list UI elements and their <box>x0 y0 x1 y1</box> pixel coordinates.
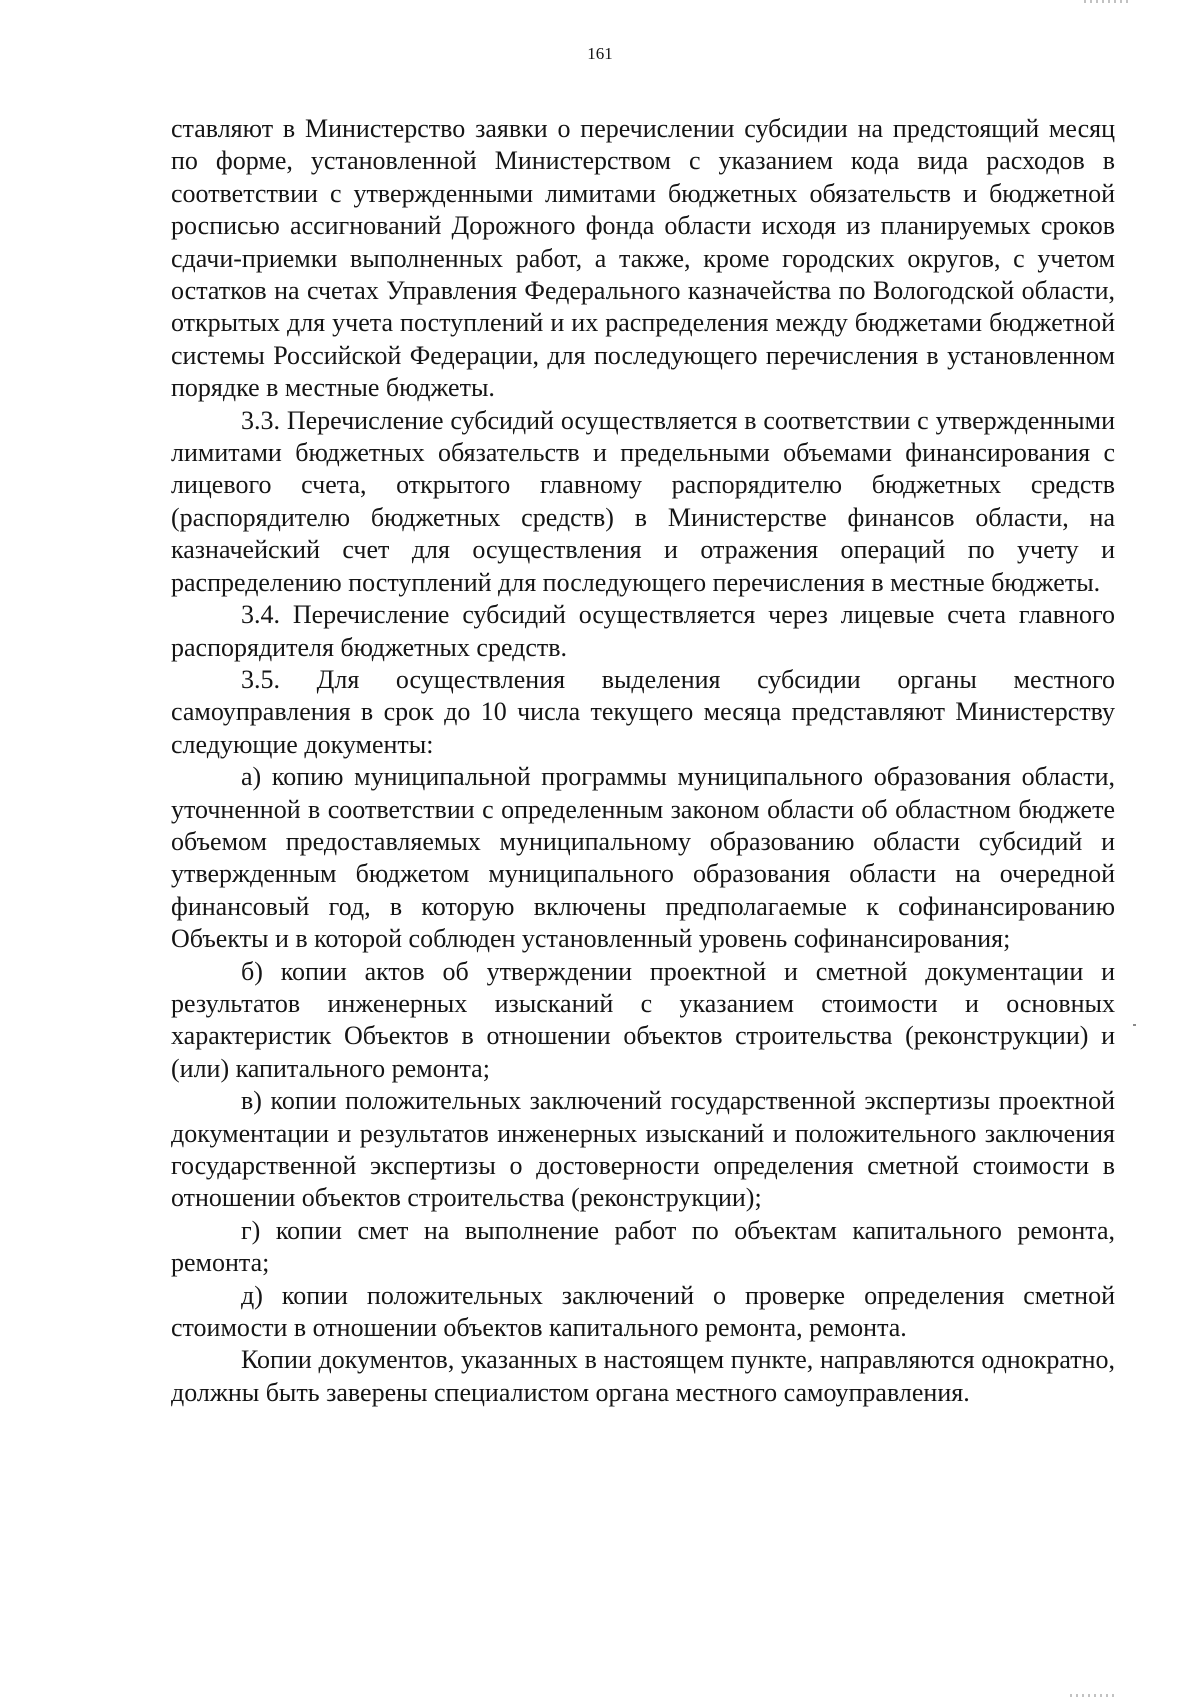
paragraph-continuation: ставляют в Министерство заявки о перечислении субсидии на предстоящий месяц по форме, установленной Министерством с указанием кода вида расходов в соответствии с утвержденными лимитами бюджетных обязательств и бюджетной росписью ассигнований Дорожного фонда области исходя из планируемых сроков сдачи-приемки выполненных работ, а также, кроме городских округов, с учетом остатков на счетах Управления Федерального казначейства по Вологодской области, открытых для учета поступлений и их распределения между бюджетами бюджетной системы Российской Федерации, для последующего перечисления в установленном порядке в местные бюджеты. <box>171 114 1115 403</box>
paragraph-3-4: 3.4. Перечисление субсидий осуществляется через лицевые счета главного распорядителя бюджетных средств. <box>171 600 1115 662</box>
paragraph-copies-note: Копии документов, указанных в настоящем пункте, направляются однократно, должны быть заверены специалистом органа местного самоуправления. <box>171 1345 1115 1407</box>
list-item-g: г) копии смет на выполнение работ по объектам капитального ремонта, ремонта; <box>171 1215 1115 1278</box>
list-item-v: в) копии положительных заключений государственной экспертизы проектной документации и результатов инженерных изысканий и положительного заключения государственной экспертизы о достоверности определения сметной стоимости в отношении объектов строительства (реконструкции); <box>171 1086 1115 1213</box>
page-number: 161 <box>587 44 613 63</box>
scan-artifact-top <box>1084 0 1130 3</box>
document-body <box>171 113 1115 1409</box>
list-item-d: д) копии положительных заключений о проверке определения сметной стоимости в отношении объектов капитального ремонта, ремонта. <box>171 1280 1115 1343</box>
list-item-a: а) копию муниципальной программы муниципального образования области, уточненной в соответствии с определенным законом области об областном бюджете объемом предоставляемых муниципальному образованию области субсидий и утвержденным бюджетом муниципального образования области на очередной финансовый год, в которую включены предполагаемые к софинансированию Объекты и в которой соблюден установленный уровень софинансирования; <box>171 762 1115 954</box>
scan-artifact-dot <box>1133 1024 1136 1026</box>
list-item-b: б) копии актов об утверждении проектной и сметной документации и результатов инженерных изысканий с указанием стоимости и основных характеристик Объектов в отношении объектов строительства (реконструкции) и (или) капитального ремонта; <box>171 956 1115 1083</box>
paragraph-3-5: 3.5. Для осуществления выделения субсидии органы местного самоуправления в срок до 10 числа текущего месяца представляют Министерству следующие документы: <box>171 664 1115 759</box>
paragraph-3-3: 3.3. Перечисление субсидий осуществляется в соответствии с утвержденными лимитами бюджетных обязательств и предельными объемами финансирования с лицевого счета, открытого главному распорядителю бюджетных средств (распорядителю бюджетных средств) в Министерстве финансов области, на казначейский счет для осуществления и отражения операций по учету и распределению поступлений для последующего перечисления в местные бюджеты. <box>171 405 1115 597</box>
